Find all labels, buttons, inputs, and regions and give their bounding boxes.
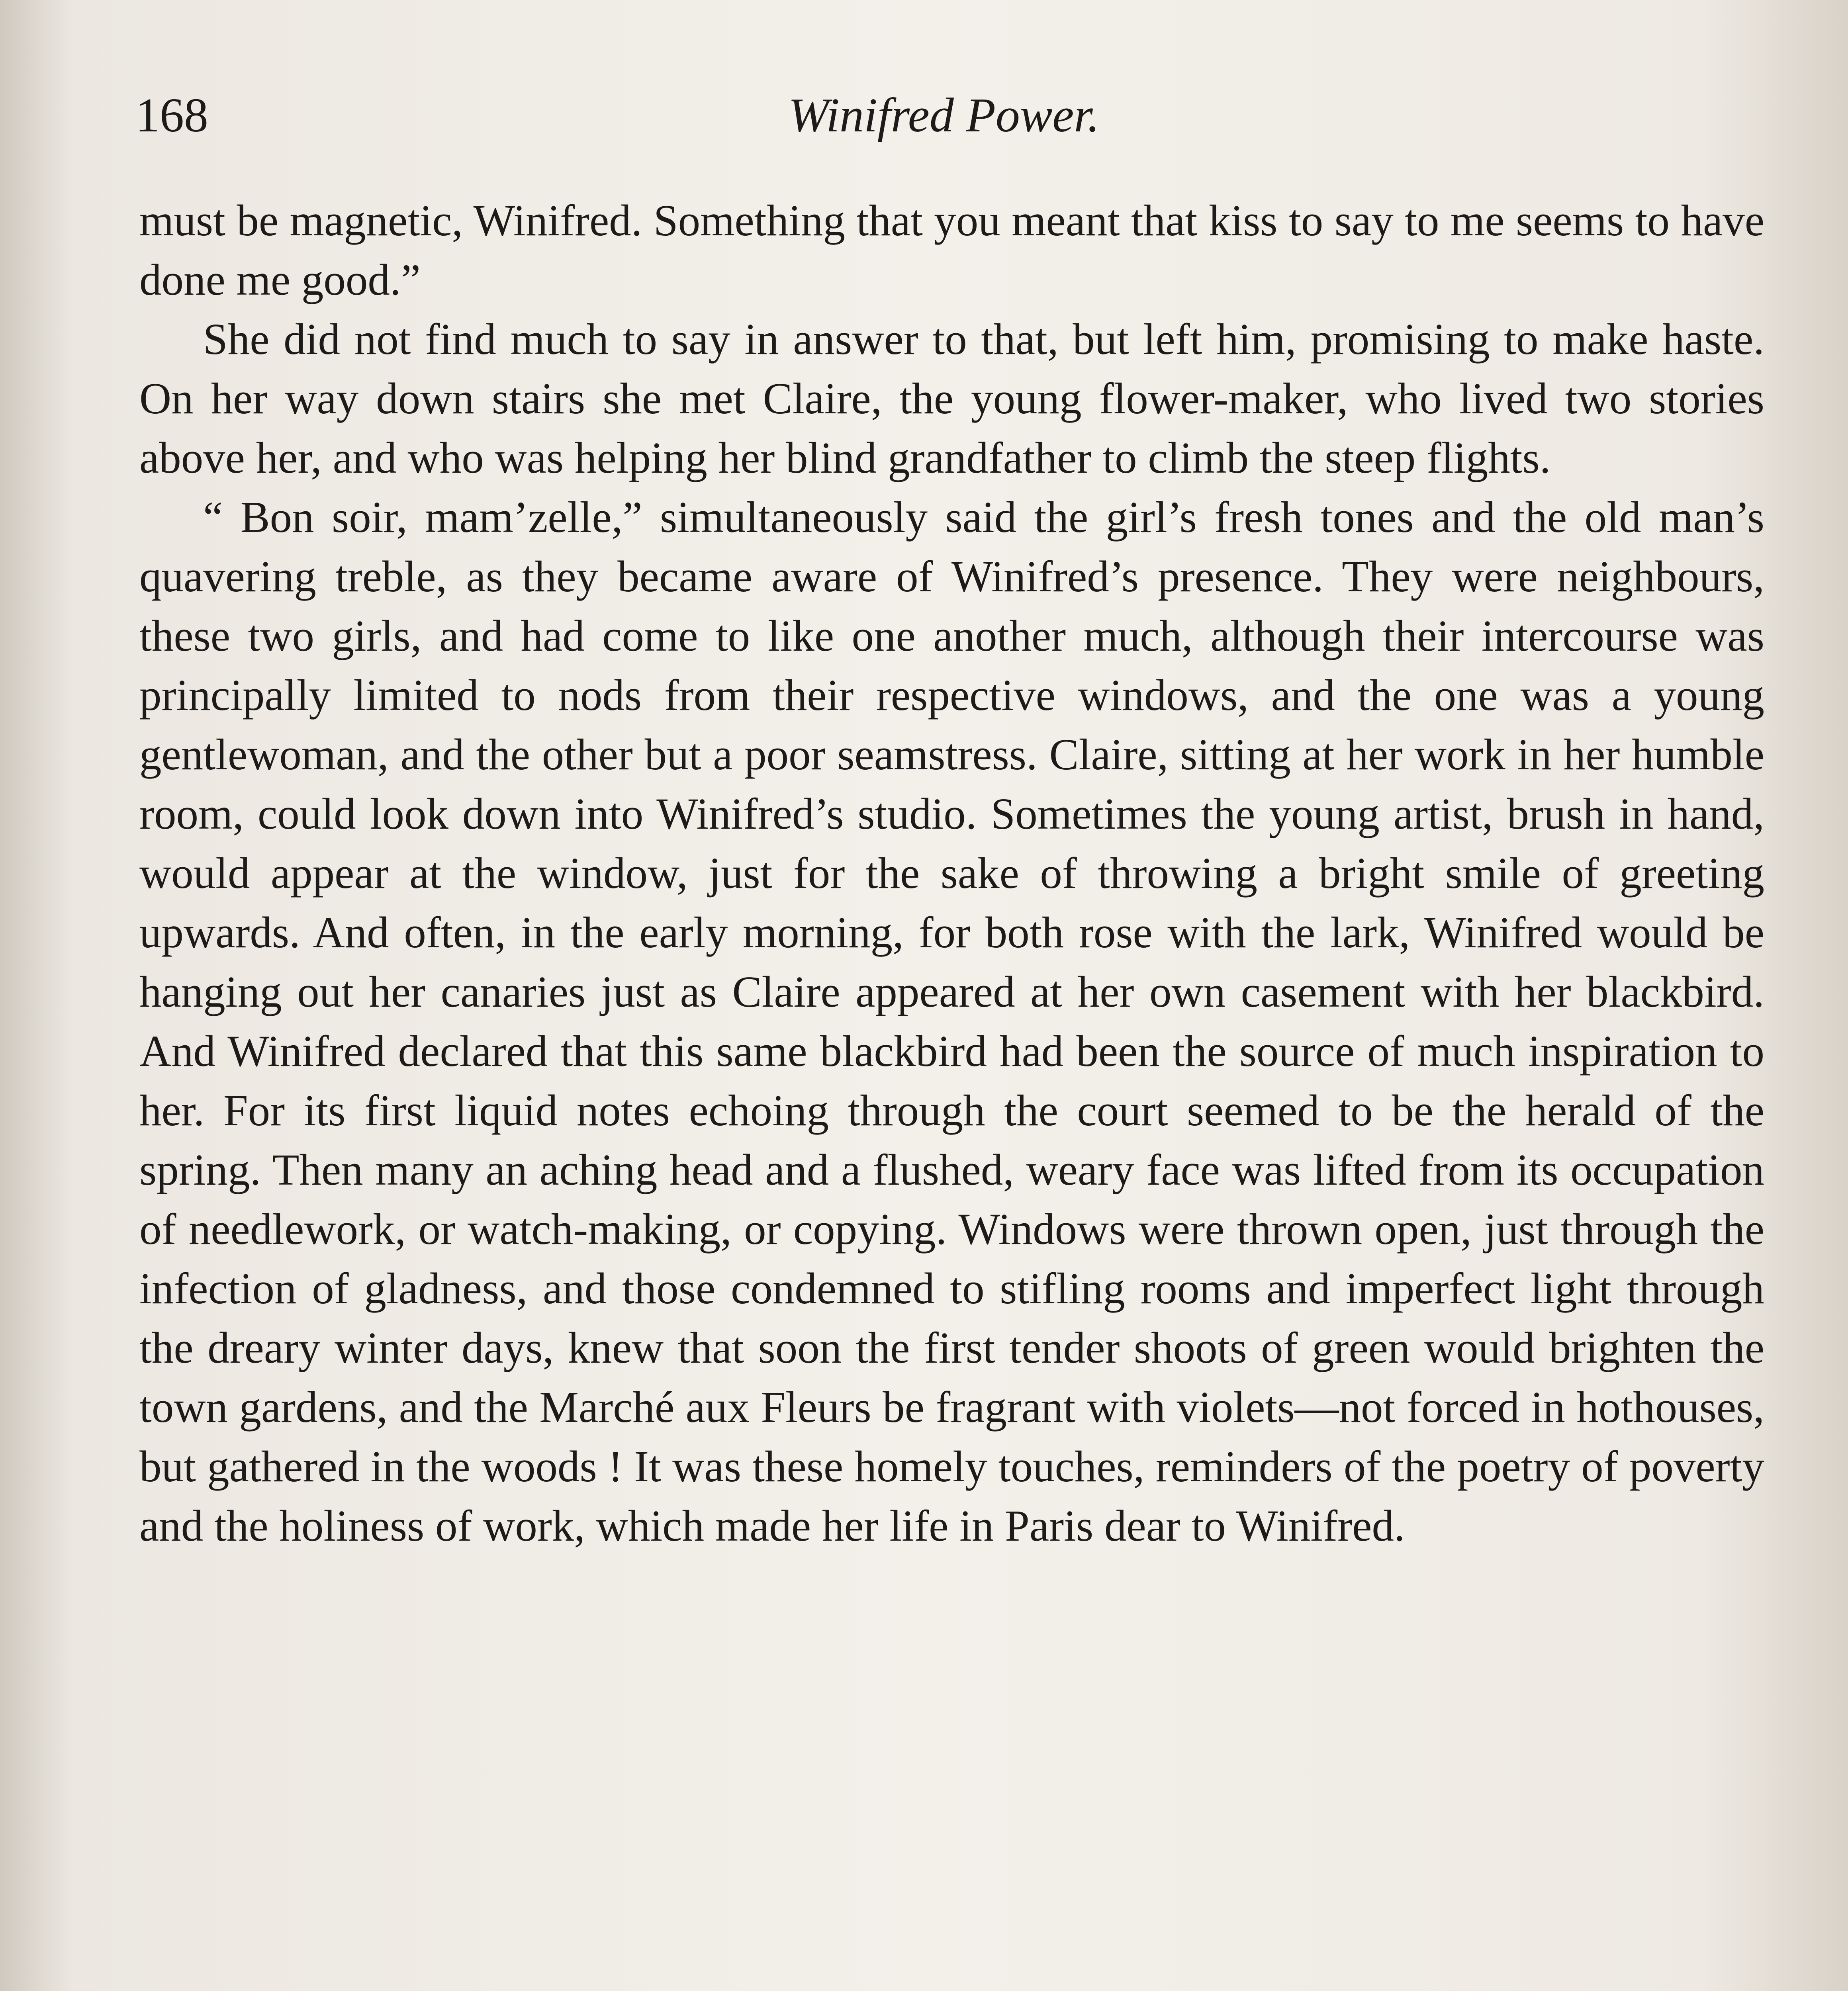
page-header bbox=[135, 80, 1752, 151]
running-title: Winifred Power. bbox=[788, 88, 1100, 142]
page-number: 168 bbox=[135, 88, 208, 142]
paragraph-bon-soir: “ Bon soir, mam’zelle,” simultaneously said the girl’s fresh tones and the old man’s quavering treble, as they became aware of Winifred’s presence. They were neighbours, these two girls, and had come to like one another much, although their intercourse was principally limited to nods from their respective windows, and the one was a young gentlewoman, and the other but a poor seamstress. Claire, sitting at her work in her humble room, could look down into Winifred’s studio. Sometimes the young artist, brush in hand, would appear at the window, just for the sake of throwing a bright smile of greeting upwards. And often, in the early morning, for both rose with the lark, Winifred would be hanging out her canaries just as Claire appeared at her own casement with her blackbird. And Winifred declared that this same blackbird had been the source of much inspiration to her. For its first liquid notes echoing through the court seemed to be the herald of the spring. Then many an aching head and a flushed, weary face was lifted from its occupation of needlework, or watch-making, or copying. Windows were thrown open, just through the infection of gladness, and those condemned to stifling rooms and imperfect light through the dreary winter days, knew that soon the first tender shoots of green would brighten the town gardens, and the Marché aux Fleurs be fragrant with violets—not forced in hothouses, but gathered in the woods ! It was these homely touches, reminders of the poetry of poverty and the holiness of work, which made her life in Paris dear to Winifred. bbox=[139, 493, 1764, 1551]
body-text bbox=[139, 191, 1764, 1556]
paragraph-claire-meeting: She did not find much to say in answer to that, but left him, promising to make haste. On her way down stairs she met Claire, the young flower-maker, who lived two stories above her, and who was helping her blind grandfather to climb the steep flights. bbox=[139, 315, 1764, 483]
paragraph-continued: must be magnetic, Winifred. Something that you meant that kiss to say to me seems to have done me good.” bbox=[139, 196, 1764, 305]
